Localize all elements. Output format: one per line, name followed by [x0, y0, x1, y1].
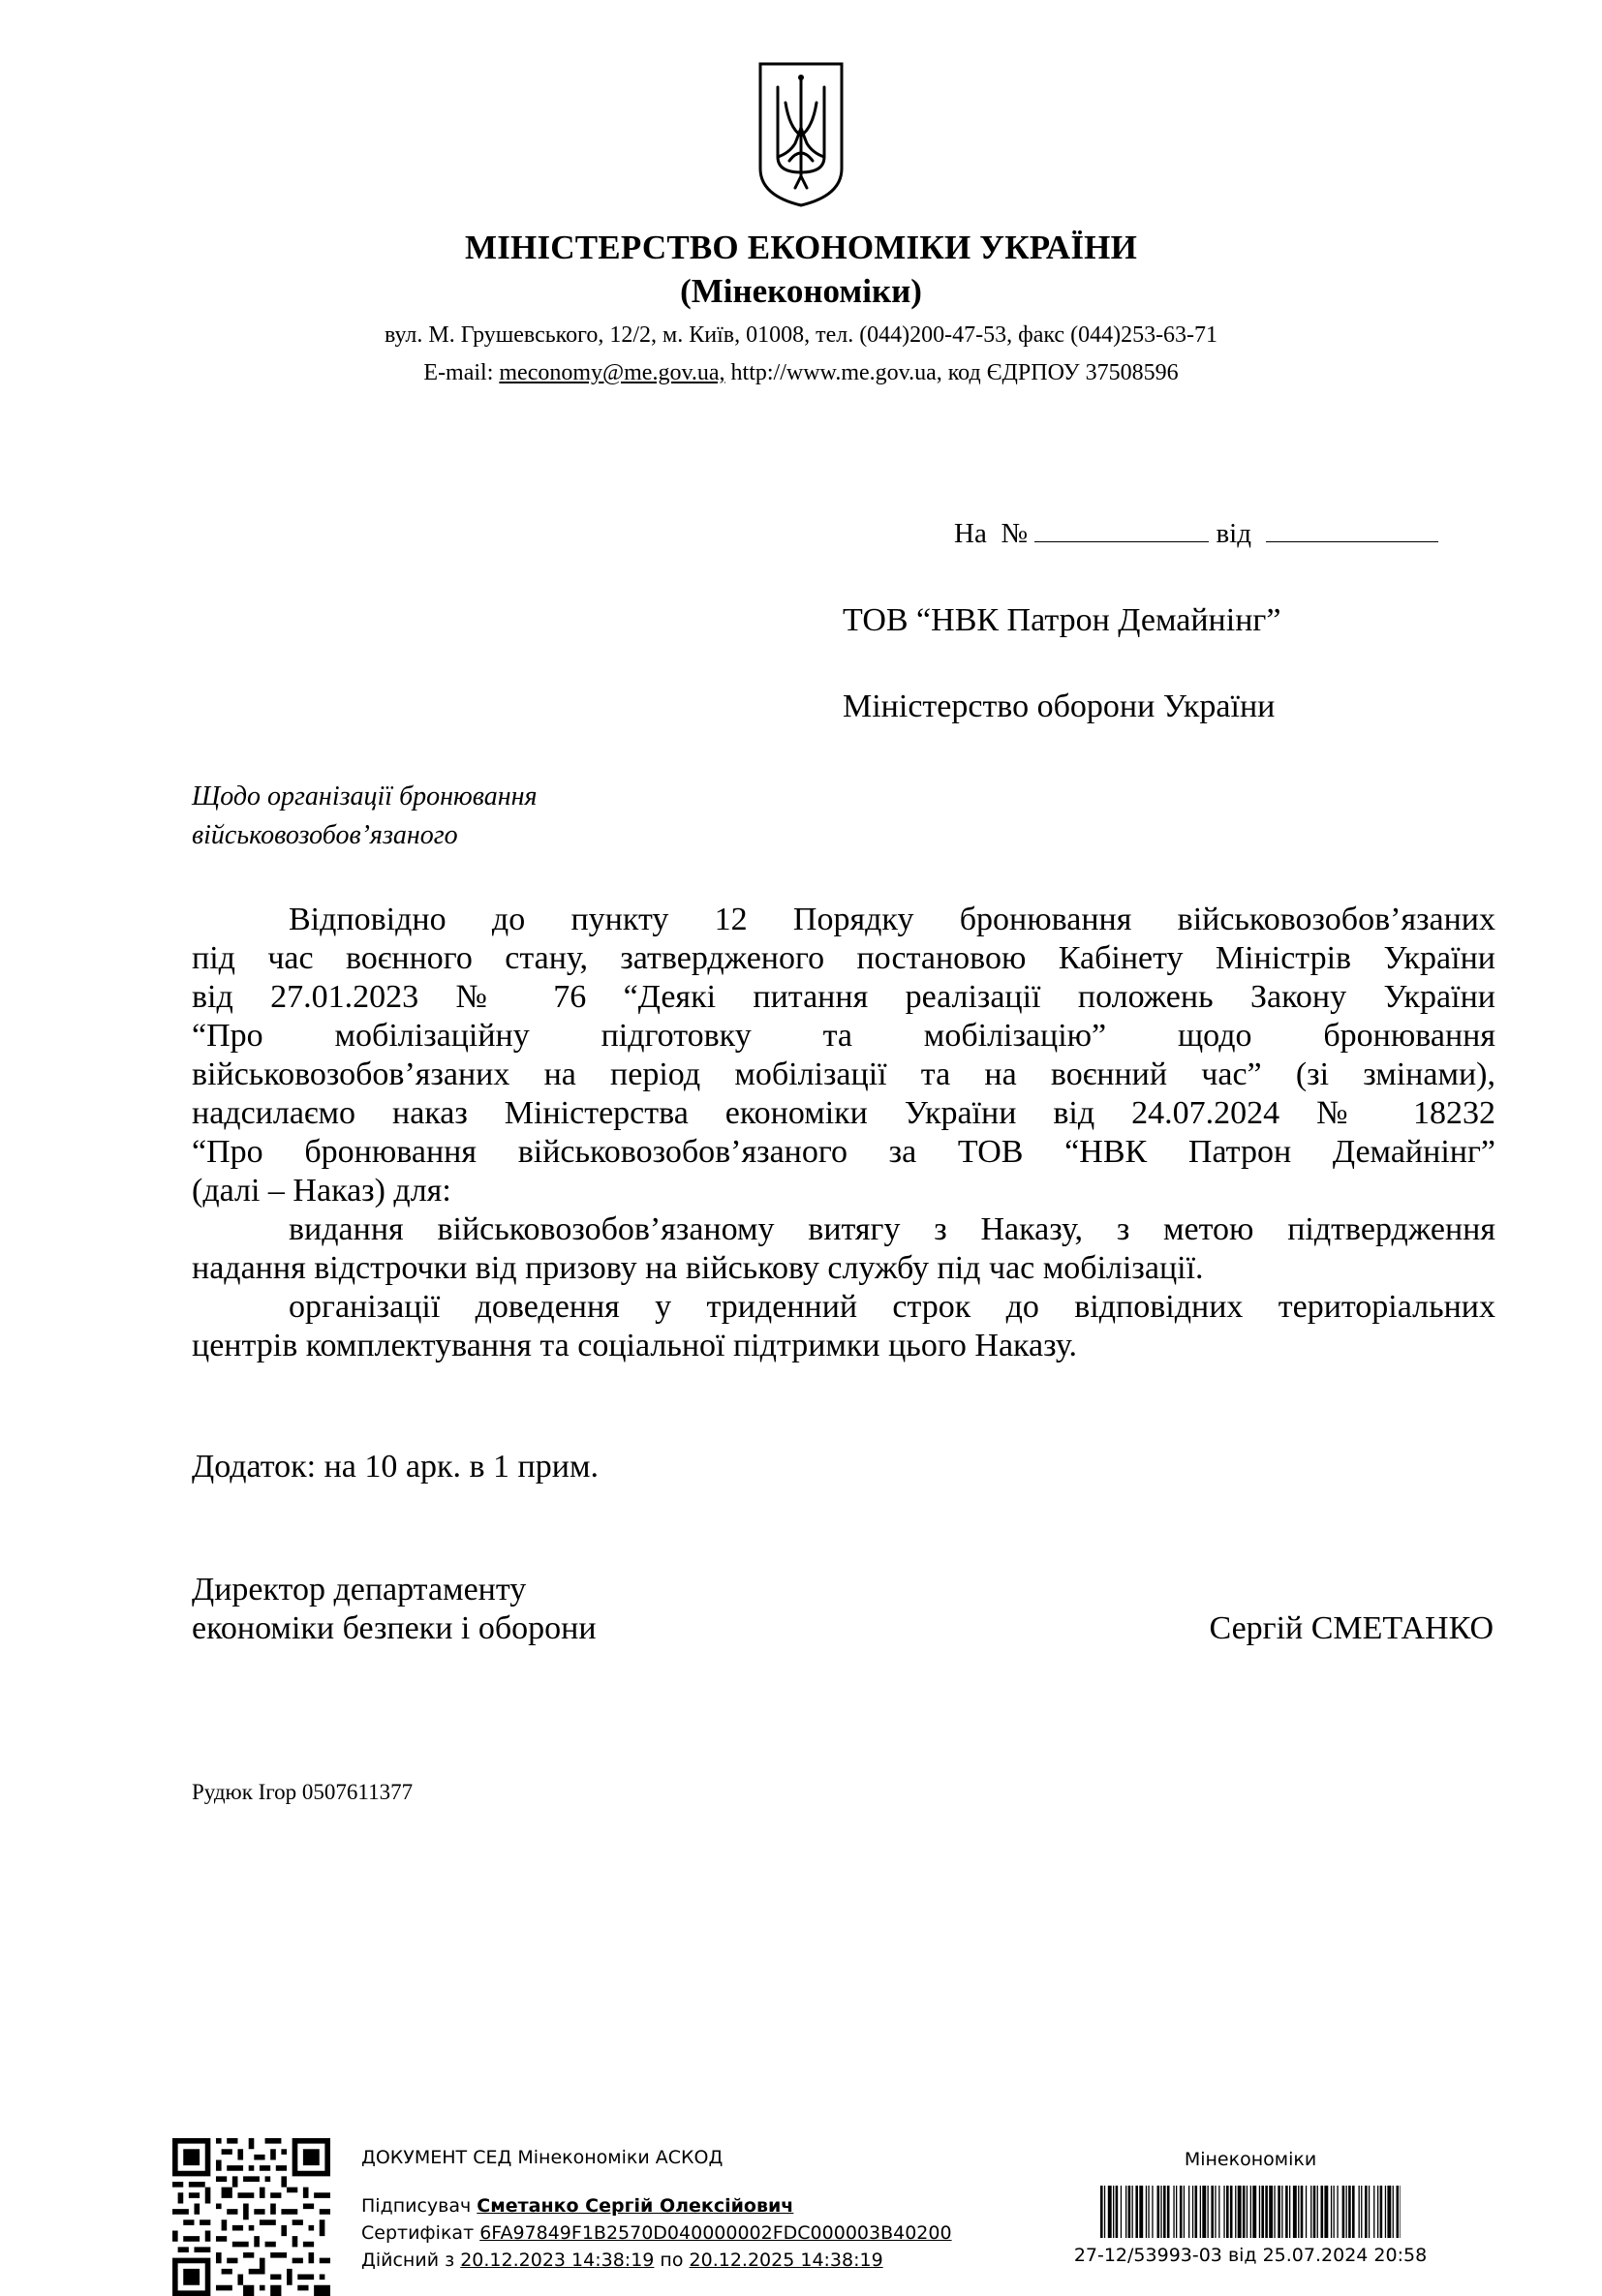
email-label: E-mail:: [423, 360, 500, 385]
barcode-bar: [1135, 2186, 1138, 2238]
barcode-bar: [1369, 2186, 1370, 2238]
barcode-bar: [1385, 2186, 1386, 2238]
subject-line-2: військовозобов’язаного: [192, 820, 458, 850]
barcode-bar: [1163, 2186, 1166, 2238]
barcode-bar: [1274, 2186, 1275, 2238]
recipient-ministry: Міністерство оборони України: [843, 689, 1276, 724]
coat-of-arms-emblem: [756, 60, 846, 207]
barcode-bar: [1252, 2186, 1256, 2238]
barcode-bar: [1180, 2186, 1183, 2238]
reference-date-blank: [1266, 520, 1438, 542]
barcode-bar: [1113, 2186, 1114, 2238]
barcode-bar: [1337, 2186, 1338, 2238]
position-line-1: Директор департаменту: [192, 1572, 527, 1607]
barcode-bar: [1215, 2186, 1216, 2238]
barcode-bar: [1342, 2186, 1345, 2238]
ministry-name: МІНІСТЕРСТВО ЕКОНОМІКИ УКРАЇНИ: [464, 229, 1138, 266]
reference-number-label: На №: [954, 518, 1028, 549]
barcode-bar: [1310, 2186, 1311, 2238]
body-line: організації доведення у триденний строк до відповідних територіальних: [289, 1289, 1495, 1325]
barcode-bar: [1157, 2186, 1160, 2238]
barcode-bar: [1289, 2186, 1290, 2238]
barcode-bar: [1377, 2186, 1378, 2238]
ased-cert-number: 6FA97849F1B2570D040000002FDC000003B40200: [479, 2222, 952, 2244]
barcode-bar: [1365, 2186, 1368, 2238]
barcode-bar: [1202, 2186, 1206, 2238]
body-line: “Про мобілізаційну підготовку та мобілізацію” щодо бронювання: [192, 1018, 1495, 1054]
barcode-bar: [1121, 2186, 1122, 2238]
barcode-bar: [1397, 2186, 1400, 2238]
barcode-bar: [1317, 2186, 1318, 2238]
barcode-bar: [1184, 2186, 1185, 2238]
body-line: Відповідно до пункту 12 Порядку бронювання військовозобов’язаних: [289, 902, 1495, 937]
ministry-short-name: (Мінекономіки): [680, 272, 922, 310]
barcode-bar: [1223, 2186, 1224, 2238]
registration-barcode: [1100, 2186, 1401, 2238]
barcode-bar: [1313, 2186, 1316, 2238]
body-line: видання військовозобов’язаному витягу з Наказу, з метою підтвердження: [289, 1211, 1495, 1247]
ased-valid-from: 20.12.2023 14:38:19: [460, 2250, 655, 2271]
barcode-bar: [1259, 2186, 1260, 2238]
qr-code: [172, 2138, 330, 2296]
barcode-bar: [1100, 2186, 1103, 2238]
recipient-company: ТОВ “НВК Патрон Демайнінг”: [843, 602, 1281, 638]
reference-number-blank: [1034, 520, 1209, 542]
ased-valid-label: Дійсний з: [361, 2250, 461, 2271]
barcode-bar: [1226, 2186, 1229, 2238]
barcode-bar: [1281, 2186, 1282, 2238]
ased-title: ДОКУМЕНТ СЕД Мінекономіки АСКОД: [361, 2147, 724, 2168]
barcode-bar: [1116, 2186, 1119, 2238]
barcode-bar: [1346, 2186, 1347, 2238]
barcode-bar: [1321, 2186, 1324, 2238]
reference-date-label: від: [1216, 518, 1251, 549]
barcode-bar: [1352, 2186, 1355, 2238]
body-line: під час воєнного стану, затвердженого постановою Кабінету Міністрів України: [192, 940, 1495, 976]
barcode-bar: [1160, 2186, 1161, 2238]
barcode-bar: [1380, 2186, 1383, 2238]
barcode-bar: [1152, 2186, 1153, 2238]
barcode-bar: [1387, 2186, 1391, 2238]
barcode-bar: [1230, 2186, 1233, 2238]
signer-position: [192, 1571, 597, 1648]
reference-line: [954, 518, 1438, 550]
position-line-2: економіки безпеки і оборони: [192, 1610, 597, 1646]
ased-valid-to-label: по: [654, 2250, 690, 2271]
ministry-address: вул. М. Грушевського, 12/2, м. Київ, 01008, тел. (044)200-47-53, факс (044)253-63-71: [384, 322, 1218, 348]
barcode-bar: [1293, 2186, 1297, 2238]
barcode-bar: [1148, 2186, 1149, 2238]
ased-certificate: [361, 2222, 952, 2244]
barcode-bar: [1348, 2186, 1351, 2238]
barcode-bar: [1269, 2186, 1273, 2238]
barcode-bar: [1139, 2186, 1143, 2238]
barcode-bar: [1132, 2186, 1133, 2238]
body-line: надання відстрочки від призову на військову службу під час мобілізації.: [192, 1250, 1204, 1286]
barcode-bar: [1298, 2186, 1299, 2238]
ministry-contacts: [0, 360, 1602, 386]
barcode-bar: [1167, 2186, 1170, 2238]
ased-valid-to: 20.12.2025 14:38:19: [689, 2250, 883, 2271]
barcode-bar: [1359, 2186, 1360, 2238]
ased-signer-label: Підписувач: [361, 2195, 478, 2217]
body-line: надсилаємо наказ Міністерства економіки України від 24.07.2024 № 18232: [192, 1095, 1495, 1131]
barcode-bar: [1250, 2186, 1251, 2238]
barcode-bar: [1192, 2186, 1193, 2238]
ased-cert-label: Сертифікат: [361, 2222, 480, 2244]
barcode-bar: [1108, 2186, 1112, 2238]
barcode-bar: [1188, 2186, 1189, 2238]
barcode-bar: [1278, 2186, 1280, 2238]
barcode-bar: [1173, 2186, 1174, 2238]
barcode-bar: [1373, 2186, 1374, 2238]
barcode-bar: [1306, 2186, 1307, 2238]
letter-subject: [192, 778, 538, 855]
ased-signer: [361, 2195, 793, 2217]
barcode-bar: [1265, 2186, 1268, 2238]
barcode-bar: [1334, 2186, 1335, 2238]
barcode-bar: [1195, 2186, 1198, 2238]
barcode-bar: [1361, 2186, 1362, 2238]
registration-number: 27-12/53993-03 від 25.07.2024 20:58: [1073, 2245, 1428, 2266]
barcode-bar: [1400, 2186, 1401, 2238]
barcode-bar: [1218, 2186, 1219, 2238]
ased-signer-name: Сметанко Сергій Олексійович: [477, 2195, 794, 2217]
executor-contact: Рудюк Ігор 0507611377: [192, 1780, 414, 1804]
barcode-bar: [1393, 2186, 1394, 2238]
barcode-bar: [1211, 2186, 1214, 2238]
barcode-bar: [1247, 2186, 1248, 2238]
attachment-note: Додаток: на 10 арк. в 1 прим.: [192, 1449, 599, 1485]
subject-line-1: Щодо організації бронювання: [192, 781, 538, 811]
body-line: військовозобов’язаних на період мобілізації та на воєнний час” (зі змінами),: [192, 1056, 1495, 1092]
signer-name: Сергій СМЕТАНКО: [1209, 1610, 1494, 1646]
body-line: від 27.01.2023 № 76 “Деякі питання реалізації положень Закону України: [192, 979, 1495, 1015]
body-line: “Про бронювання військовозобов’язаного за ТОВ “НВК Патрон Демайнінг”: [192, 1134, 1495, 1170]
barcode-bar: [1176, 2186, 1177, 2238]
barcode-bar: [1235, 2186, 1236, 2238]
barcode-bar: [1301, 2186, 1304, 2238]
barcode-bar: [1125, 2186, 1126, 2238]
body-line: центрів комплектування та соціальної підтримки цього Наказу.: [192, 1328, 1077, 1363]
website-and-code: http://www.me.gov.ua, код ЄДРПОУ 37508596: [724, 360, 1179, 385]
barcode-bar: [1324, 2186, 1328, 2238]
barcode-bar: [1261, 2186, 1264, 2238]
barcode-bar: [1285, 2186, 1288, 2238]
barcode-bar: [1128, 2186, 1131, 2238]
barcode-bar: [1208, 2186, 1209, 2238]
barcode-bar: [1238, 2186, 1242, 2238]
ased-organization: Мінекономіки: [1184, 2149, 1317, 2170]
email-link[interactable]: meconomy@me.gov.ua,: [499, 360, 725, 385]
barcode-bar: [1243, 2186, 1246, 2238]
letter-body: [192, 901, 1495, 1365]
barcode-bar: [1200, 2186, 1201, 2238]
barcode-bar: [1331, 2186, 1332, 2238]
ased-validity: [361, 2250, 883, 2271]
barcode-bar: [1146, 2186, 1147, 2238]
body-line: (далі – Наказ) для:: [192, 1173, 451, 1209]
barcode-bar: [1104, 2186, 1105, 2238]
